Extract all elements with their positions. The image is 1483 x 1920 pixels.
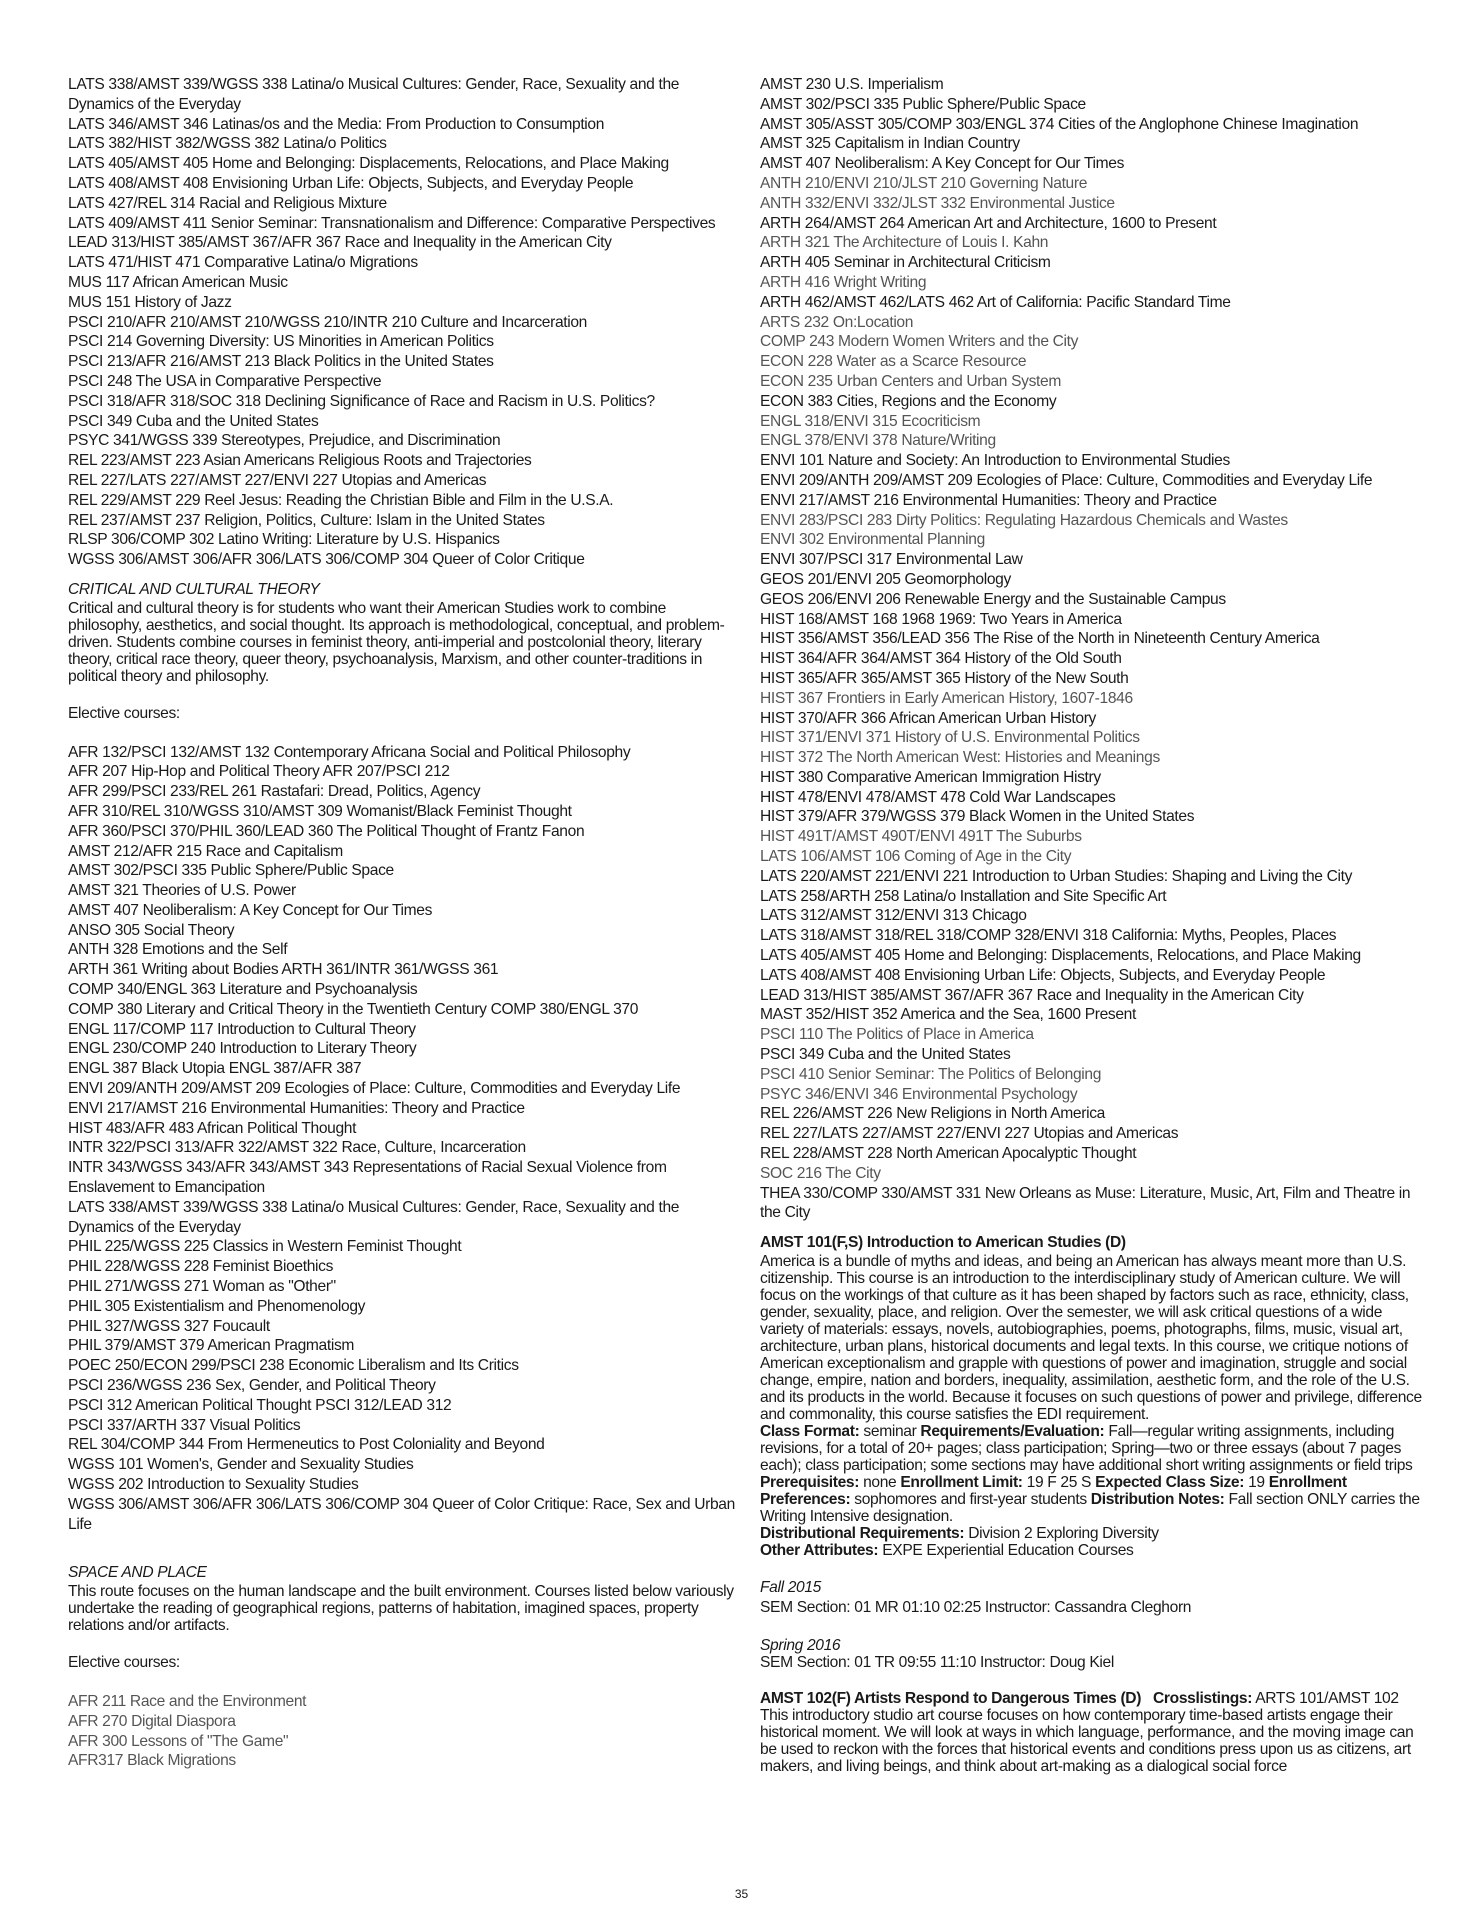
course-description: America is a bundle of myths and ideas, and being an American has always meant more than U.S. citizenship. This course is an introduction to the interdisciplinary study of American culture. We will focus on the workings of that culture as it has been shaped by factors such as race, ethnicity, class, gender, sexuality, place, and religion. Over the semester, we will ask critical questions of a wide variety of materials: essays, novels, autobiographies, poems, photographs, films, music, visual art, architecture, urban plans, historical documents and legal texts. In this course, we critique notions of American exceptionalism and grapple with questions of power and imagination, struggle and social change, empire, nation and borders, inequality, assimilation, aesthetic form, and the role of the U.S. and its products in the world. Because it focuses on such questions of power and privilege, difference and commonality, this course satisfies the EDI requirement. xyxy=(760,1253,1422,1424)
course-item: AMST 305/ASST 305/COMP 303/ENGL 374 Cities of the Anglophone Chinese Imagination xyxy=(760,115,1359,133)
distribution-notes-label: Distribution Notes: xyxy=(1090,1491,1225,1509)
elective-label: Elective courses: xyxy=(68,1654,180,1672)
elective-label: Elective courses: xyxy=(68,704,180,722)
course-item: HIST 370/AFR 366 African American Urban History xyxy=(760,709,1097,727)
course-item: ENGL 387 Black Utopia ENGL 387/AFR 387 xyxy=(68,1060,362,1078)
course-item: COMP 340/ENGL 363 Literature and Psychoanalysis xyxy=(68,981,418,999)
course-item: COMP 243 Modern Women Writers and the City xyxy=(760,333,1079,351)
course-item: MUS 151 History of Jazz xyxy=(68,293,232,311)
class-format-label: Class Format: xyxy=(760,1423,860,1441)
course-item: AFR317 Black Migrations xyxy=(68,1752,236,1770)
enrollment-limit-value: 19 F 25 S xyxy=(1026,1474,1092,1492)
page-number: 35 xyxy=(734,1887,749,1901)
course-item: ENVI 302 Environmental Planning xyxy=(760,531,985,549)
course-item: AMST 407 Neoliberalism: A Key Concept for Our Times xyxy=(68,901,433,919)
course-item: LATS 220/AMST 221/ENVI 221 Introduction to Urban Studies: Shaping and Living the City xyxy=(760,867,1353,885)
course-item: PHIL 225/WGSS 225 Classics in Western Feminist Thought xyxy=(68,1238,462,1256)
course-item: AFR 299/PSCI 233/REL 261 Rastafari: Dread, Politics, Agency xyxy=(68,783,481,801)
course-item: ENGL 117/COMP 117 Introduction to Cultural Theory xyxy=(68,1020,416,1038)
course-item: ENGL 318/ENVI 315 Ecocriticism xyxy=(760,412,981,430)
course-item: HIST 491T/AMST 490T/ENVI 491T The Suburbs xyxy=(760,828,1082,846)
course-item: HIST 483/AFR 483 African Political Thought xyxy=(68,1119,357,1137)
distribution-notes-value: Fall section ONLY carries the Writing Intensive designation. xyxy=(760,1491,1420,1526)
course-item: PHIL 379/AMST 379 American Pragmatism xyxy=(68,1337,355,1355)
course-item: LATS 338/AMST 339/WGSS 338 Latina/o Musical Cultures: Gender, Race, Sexuality and the Dynamics of the Everyday xyxy=(68,76,680,113)
course-item: HIST 356/AMST 356/LEAD 356 The Rise of the North in Nineteenth Century America xyxy=(760,630,1320,648)
course-item: LATS 346/AMST 346 Latinas/os and the Media: From Production to Consumption xyxy=(68,115,605,133)
course-list-general xyxy=(68,75,740,570)
course-item: HIST 367 Frontiers in Early American History, 1607-1846 xyxy=(760,689,1133,707)
course-item: ECON 235 Urban Centers and Urban System xyxy=(760,372,1061,390)
course-list-critical-theory xyxy=(68,743,740,1535)
course-item: WGSS 306/AMST 306/AFR 306/LATS 306/COMP 304 Queer of Color Critique: Race, Sex and Urban Life xyxy=(68,1495,735,1533)
course-list-space-place xyxy=(68,1692,740,1771)
course-item: LATS 106/AMST 106 Coming of Age in the City xyxy=(760,848,1072,866)
section-desc-critical-theory: Critical and cultural theory is for students who want their American Studies work to combine philosophy, aesthetics, and social thought. Its approach is methodological, conceptual, and problem-driven. Students combine courses in feminist theory, anti-imperial and postcolonial theory, literary theory, critical race theory, queer theory, psychoanalysis, Marxism, and other counter-traditions in political theory and philosophy. xyxy=(68,599,725,685)
course-item: AMST 212/AFR 215 Race and Capitalism xyxy=(68,842,343,860)
course-item: LATS 405/AMST 405 Home and Belonging: Displacements, Relocations, and Place Making xyxy=(68,155,669,173)
course-item: COMP 380 Literary and Critical Theory in the Twentieth Century COMP 380/ENGL 370 xyxy=(68,1000,639,1018)
course-item: WGSS 101 Women's, Gender and Sexuality Studies xyxy=(68,1456,414,1474)
course-item: LATS 382/HIST 382/WGSS 382 Latina/o Politics xyxy=(68,135,387,153)
course-item: LATS 312/AMST 312/ENVI 313 Chicago xyxy=(760,907,1027,925)
distributional-requirements-value: Division 2 Exploring Diversity xyxy=(968,1525,1159,1543)
course-item: HIST 364/AFR 364/AMST 364 History of the Old South xyxy=(760,650,1122,668)
course-item: ARTH 361 Writing about Bodies ARTH 361/INTR 361/WGSS 361 xyxy=(68,961,499,979)
course-item: HIST 372 The North American West: Histories and Meanings xyxy=(760,749,1160,767)
course-item: AMST 302/PSCI 335 Public Sphere/Public Space xyxy=(68,862,394,880)
course-item: LATS 408/AMST 408 Envisioning Urban Life: Objects, Subjects, and Everyday People xyxy=(760,966,1326,984)
course-item: PSCI 349 Cuba and the United States xyxy=(68,412,319,430)
enrollment-preferences-value: sophomores and first-year students xyxy=(854,1491,1087,1509)
course-item: PSCI 312 American Political Thought PSCI 312/LEAD 312 xyxy=(68,1396,452,1414)
course-item: AFR 132/PSCI 132/AMST 132 Contemporary Africana Social and Political Philosophy xyxy=(68,743,631,761)
other-attributes xyxy=(760,1542,1427,1559)
course-item: LATS 471/HIST 471 Comparative Latina/o Migrations xyxy=(68,254,418,272)
course-item: MUS 117 African American Music xyxy=(68,273,288,291)
course-heading-line xyxy=(760,1690,1427,1707)
course-heading: AMST 102(F) Artists Respond to Dangerous Times (D) xyxy=(760,1689,1142,1707)
course-item: LATS 427/REL 314 Racial and Religious Mixture xyxy=(68,194,387,212)
course-heading: AMST 101(F,S) Introduction to American Studies (D) xyxy=(760,1234,1126,1252)
course-item: ARTH 321 The Architecture of Louis I. Kahn xyxy=(760,234,1049,252)
course-details xyxy=(760,1423,1427,1525)
prerequisites-value: none xyxy=(863,1474,897,1492)
course-item: AMST 302/PSCI 335 Public Sphere/Public Space xyxy=(760,95,1086,113)
course-item: LATS 409/AMST 411 Senior Seminar: Transnationalism and Difference: Comparative Perspectives xyxy=(68,214,716,232)
course-item: ENVI 283/PSCI 283 Dirty Politics: Regulating Hazardous Chemicals and Wastes xyxy=(760,511,1288,529)
course-item: PHIL 271/WGSS 271 Woman as "Other" xyxy=(68,1278,336,1296)
course-item: ENVI 307/PSCI 317 Environmental Law xyxy=(760,551,1023,569)
course-item: AMST 325 Capitalism in Indian Country xyxy=(760,135,1020,153)
course-item: AFR 300 Lessons of "The Game" xyxy=(68,1732,289,1750)
course-item: REL 223/AMST 223 Asian Americans Religious Roots and Trajectories xyxy=(68,452,532,470)
course-item: REL 227/LATS 227/AMST 227/ENVI 227 Utopias and Americas xyxy=(68,471,487,489)
course-item: LATS 318/AMST 318/REL 318/COMP 328/ENVI 318 California: Myths, Peoples, Places xyxy=(760,927,1337,945)
course-item: REL 304/COMP 344 From Hermeneutics to Post Coloniality and Beyond xyxy=(68,1436,545,1454)
course-item: PSCI 236/WGSS 236 Sex, Gender, and Political Theory xyxy=(68,1377,436,1395)
course-item: PHIL 228/WGSS 228 Feminist Bioethics xyxy=(68,1258,334,1276)
course-item: ENVI 209/ANTH 209/AMST 209 Ecologies of Place: Culture, Commodities and Everyday Life xyxy=(760,471,1373,489)
course-item: ANTH 328 Emotions and the Self xyxy=(68,941,288,959)
course-item: HIST 168/AMST 168 1968 1969: Two Years in America xyxy=(760,610,1122,628)
section-title-critical-theory: CRITICAL AND CULTURAL THEORY xyxy=(68,580,320,598)
course-item: HIST 379/AFR 379/WGSS 379 Black Women in the United States xyxy=(760,808,1195,826)
section-spring: SEM Section: 01 TR 09:55 11:10 Instructor: Doug Kiel xyxy=(760,1653,1114,1671)
course-item: PSCI 213/AFR 216/AMST 213 Black Politics in the United States xyxy=(68,353,494,371)
course-item: RLSP 306/COMP 302 Latino Writing: Literature by U.S. Hispanics xyxy=(68,531,500,549)
course-item: ECON 228 Water as a Scarce Resource xyxy=(760,353,1027,371)
class-format-value: seminar xyxy=(863,1423,917,1441)
course-item: SOC 216 The City xyxy=(760,1164,881,1182)
course-item: ENVI 209/ANTH 209/AMST 209 Ecologies of Place: Culture, Commodities and Everyday Life xyxy=(68,1080,681,1098)
course-item: LEAD 313/HIST 385/AMST 367/AFR 367 Race and Inequality in the American City xyxy=(68,234,612,252)
course-item: AFR 310/REL 310/WGSS 310/AMST 309 Womanist/Black Feminist Thought xyxy=(68,802,572,820)
course-item: ENVI 101 Nature and Society: An Introduction to Environmental Studies xyxy=(760,452,1230,470)
course-item: AMST 230 U.S. Imperialism xyxy=(760,76,944,93)
course-item: AFR 270 Digital Diaspora xyxy=(68,1712,236,1730)
course-list-space-place-cont xyxy=(760,75,1427,1223)
course-item: PSCI 318/AFR 318/SOC 318 Declining Significance of Race and Racism in U.S. Politics? xyxy=(68,392,655,410)
course-item: ENGL 378/ENVI 378 Nature/Writing xyxy=(760,432,996,450)
course-item: PSYC 341/WGSS 339 Stereotypes, Prejudice, and Discrimination xyxy=(68,432,501,450)
course-item: AFR 211 Race and the Environment xyxy=(68,1692,307,1710)
course-item: PHIL 305 Existentialism and Phenomenology xyxy=(68,1297,366,1315)
requirements-label: Requirements/Evaluation: xyxy=(920,1423,1105,1441)
course-item: PSCI 214 Governing Diversity: US Minorities in American Politics xyxy=(68,333,494,351)
course-item: GEOS 201/ENVI 205 Geomorphology xyxy=(760,570,1011,588)
course-item: LATS 258/ARTH 258 Latina/o Installation and Site Specific Art xyxy=(760,887,1167,905)
course-description: This introductory studio art course focuses on how contemporary time-based artists engage their historical moment. We will look at ways in which language, performance, and the moving image can be used to reckon with the forces that historical events and conditions press upon us as citizens, art makers, and living beings, and think about art-making as a dialogical social force xyxy=(760,1706,1414,1775)
course-item: HIST 371/ENVI 371 History of U.S. Environmental Politics xyxy=(760,729,1140,747)
crosslistings-value: ARTS 101/AMST 102 xyxy=(1255,1689,1399,1707)
course-entry-amst101 xyxy=(760,1233,1427,1670)
course-item: LATS 408/AMST 408 Envisioning Urban Life: Objects, Subjects, and Everyday People xyxy=(68,174,634,192)
course-item: MAST 352/HIST 352 America and the Sea, 1600 Present xyxy=(760,1006,1136,1024)
course-item: ANTH 332/ENVI 332/JLST 332 Environmental Justice xyxy=(760,194,1115,212)
course-item: LATS 405/AMST 405 Home and Belonging: Displacements, Relocations, and Place Making xyxy=(760,947,1361,965)
other-attributes-value: EXPE Experiential Education Courses xyxy=(882,1542,1134,1560)
course-item: ARTH 462/AMST 462/LATS 462 Art of California: Pacific Standard Time xyxy=(760,293,1231,311)
section-desc-space-place: This route focuses on the human landscape and the built environment. Courses listed below variously undertake the reading of geographical regions, patterns of habitation, imagined spaces, property relations and/or artifacts. xyxy=(68,1583,734,1635)
crosslistings-label: Crosslistings: xyxy=(1153,1689,1253,1707)
course-item: ARTS 232 On:Location xyxy=(760,313,914,331)
course-item: WGSS 202 Introduction to Sexuality Studies xyxy=(68,1476,359,1493)
course-item: AFR 207 Hip-Hop and Political Theory AFR 207/PSCI 212 xyxy=(68,763,450,781)
course-item: ECON 383 Cities, Regions and the Economy xyxy=(760,392,1057,410)
course-item: PSCI 410 Senior Seminar: The Politics of Belonging xyxy=(760,1065,1102,1083)
course-item: INTR 343/WGSS 343/AFR 343/AMST 343 Representations of Racial Sexual Violence from Enslavement to Emancipation xyxy=(68,1159,667,1197)
distributional-requirements xyxy=(760,1525,1427,1542)
course-item: ANTH 210/ENVI 210/JLST 210 Governing Nature xyxy=(760,174,1088,192)
course-item: PHIL 327/WGSS 327 Foucault xyxy=(68,1317,270,1335)
course-item: ARTH 405 Seminar in Architectural Criticism xyxy=(760,254,1051,272)
term-spring: Spring 2016 xyxy=(760,1636,841,1654)
prerequisites-label: Prerequisites: xyxy=(760,1474,860,1492)
course-item: PSYC 346/ENVI 346 Environmental Psychology xyxy=(760,1085,1078,1103)
course-item: PSCI 110 The Politics of Place in America xyxy=(760,1026,1034,1044)
course-item: ENVI 217/AMST 216 Environmental Humanities: Theory and Practice xyxy=(760,491,1217,509)
course-item: HIST 380 Comparative American Immigration Histry xyxy=(760,768,1101,786)
requirements-value: Fall—regular writing assignments, including revisions, for a total of 20+ pages; class participation; Spring—two or three essays (about 7 pages each); class participation; some sections may have additional short writing assignments or field trips xyxy=(760,1423,1413,1475)
course-item: AMST 407 Neoliberalism: A Key Concept for Our Times xyxy=(760,155,1125,173)
course-item: LEAD 313/HIST 385/AMST 367/AFR 367 Race and Inequality in the American City xyxy=(760,986,1304,1004)
course-item: REL 227/LATS 227/AMST 227/ENVI 227 Utopias and Americas xyxy=(760,1125,1179,1143)
course-item: PSCI 337/ARTH 337 Visual Politics xyxy=(68,1416,301,1434)
right-column xyxy=(760,75,1427,1775)
course-item: AFR 360/PSCI 370/PHIL 360/LEAD 360 The Political Thought of Frantz Fanon xyxy=(68,822,585,840)
course-item: ANSO 305 Social Theory xyxy=(68,921,235,939)
section-title-space-place: SPACE AND PLACE xyxy=(68,1564,207,1582)
course-item: LATS 338/AMST 339/WGSS 338 Latina/o Musical Cultures: Gender, Race, Sexuality and the Dynamics of the Everyday xyxy=(68,1198,680,1236)
expected-size-value: 19 xyxy=(1248,1474,1265,1492)
course-item: REL 226/AMST 226 New Religions in North America xyxy=(760,1105,1105,1123)
enrollment-limit-label: Enrollment Limit: xyxy=(900,1474,1023,1492)
course-item: ARTH 264/AMST 264 American Art and Architecture, 1600 to Present xyxy=(760,214,1217,232)
left-column xyxy=(68,75,740,1771)
course-item: ENGL 230/COMP 240 Introduction to Literary Theory xyxy=(68,1040,417,1058)
course-item: POEC 250/ECON 299/PSCI 238 Economic Liberalism and Its Critics xyxy=(68,1357,519,1375)
course-item: WGSS 306/AMST 306/AFR 306/LATS 306/COMP 304 Queer of Color Critique xyxy=(68,551,585,569)
course-item: INTR 322/PSCI 313/AFR 322/AMST 322 Race, Culture, Incarceration xyxy=(68,1139,526,1157)
course-item: HIST 365/AFR 365/AMST 365 History of the New South xyxy=(760,669,1129,687)
other-attributes-label: Other Attributes: xyxy=(760,1542,879,1560)
term-fall: Fall 2015 xyxy=(760,1579,821,1597)
course-item: PSCI 210/AFR 210/AMST 210/WGSS 210/INTR 210 Culture and Incarceration xyxy=(68,313,588,331)
course-item: HIST 478/ENVI 478/AMST 478 Cold War Landscapes xyxy=(760,788,1116,806)
section-fall: SEM Section: 01 MR 01:10 02:25 Instructor: Cassandra Cleghorn xyxy=(760,1598,1192,1616)
course-item: GEOS 206/ENVI 206 Renewable Energy and the Sustainable Campus xyxy=(760,590,1226,608)
expected-size-label: Expected Class Size: xyxy=(1095,1474,1245,1492)
course-item: REL 229/AMST 229 Reel Jesus: Reading the Christian Bible and Film in the U.S.A. xyxy=(68,491,614,509)
enrollment-preferences-label: Enrollment Preferences: xyxy=(760,1474,1347,1509)
distributional-requirements-label: Distributional Requirements: xyxy=(760,1525,965,1543)
course-item: AMST 321 Theories of U.S. Power xyxy=(68,882,296,900)
course-item: REL 237/AMST 237 Religion, Politics, Culture: Islam in the United States xyxy=(68,511,545,529)
course-entry-amst102 xyxy=(760,1690,1427,1775)
course-item: PSCI 248 The USA in Comparative Perspective xyxy=(68,372,382,390)
course-item: PSCI 349 Cuba and the United States xyxy=(760,1046,1011,1064)
course-item: ARTH 416 Wright Writing xyxy=(760,273,927,291)
course-item: ENVI 217/AMST 216 Environmental Humanities: Theory and Practice xyxy=(68,1099,525,1117)
course-item: REL 228/AMST 228 North American Apocalyptic Thought xyxy=(760,1145,1137,1163)
course-item: THEA 330/COMP 330/AMST 331 New Orleans as Muse: Literature, Music, Art, Film and Theatre in the City xyxy=(760,1184,1411,1222)
